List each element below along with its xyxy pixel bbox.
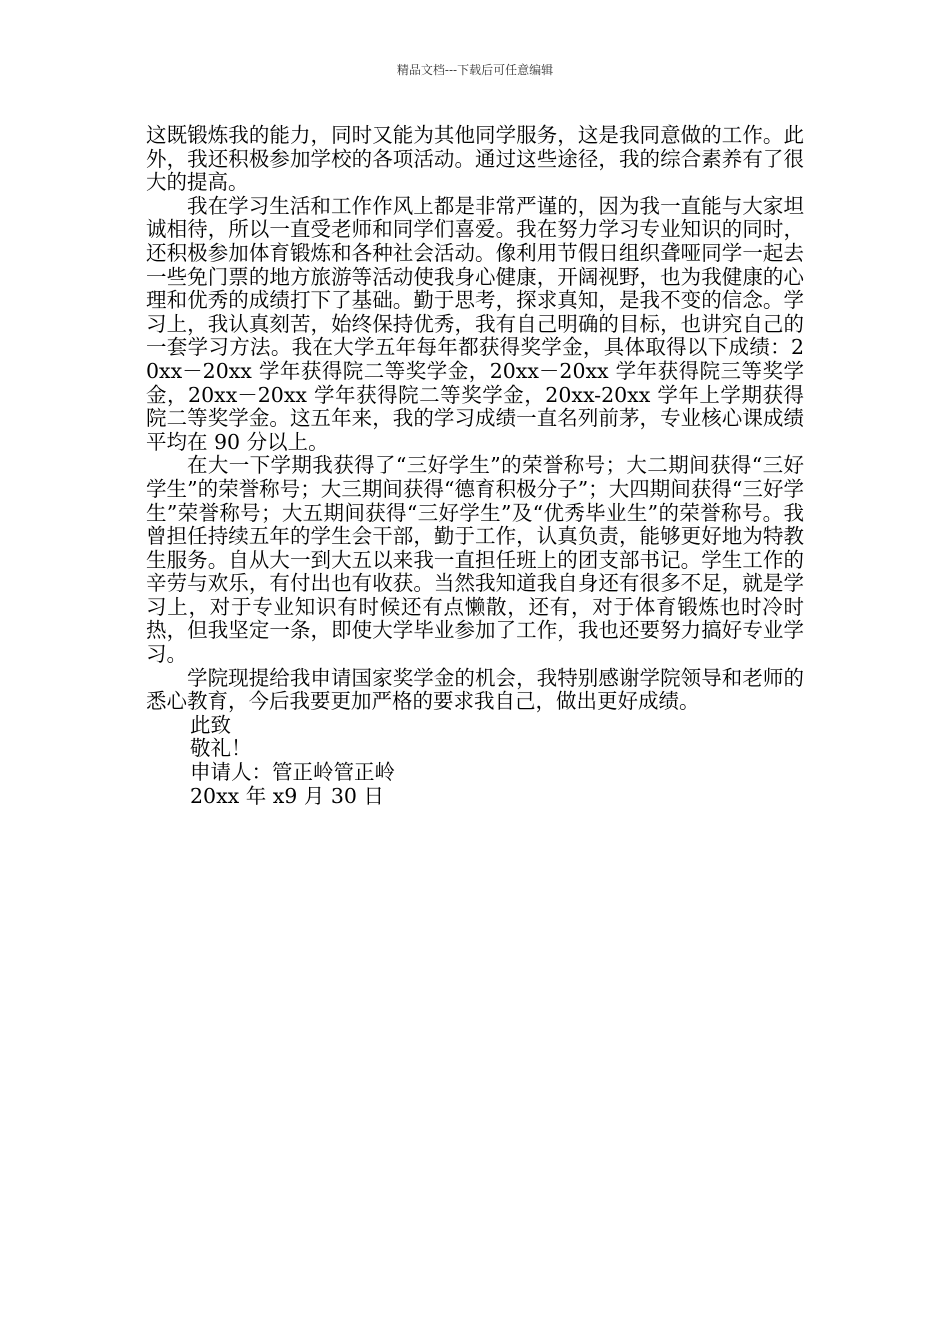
page-header: 精品文档---下载后可任意编辑 — [396, 63, 554, 77]
closing-regards: 敬礼！ — [190, 736, 252, 761]
closing-salutation: 此致 — [190, 712, 231, 737]
letter-date: 20xx 年 x9 月 30 日 — [190, 783, 384, 808]
paragraph-study-life: 我在学习生活和工作作风上都是非常严谨的，因为我一直能与大家坦诚相待，所以一直受老师和同学们喜爱。我在努力学习专业知识的同时，还积极参加体育锻炼和各种社会活动。像利用节假日组织聋哑同学一起去一些免门票的地方旅游等活动使我身心健康，开阔视野，也为我健康的心理和优秀的成绩打下了基础。勤于思考，探求真知，是我不变的信念。学习上，我认真刻苦，始终保持优秀，我有自己明确的目标，也讲究自己的一套学习方法。我在大学五年每年都获得奖学金，具体取得以下成绩：20xx－20xx 学年获得院二等奖学金，20xx－20xx 学年获得院三等奖学金，20xx－20xx 学年获得院二等奖学金，20xx-20xx 学年上学期获得院二等奖学金。这五年来，我的学习成绩一直名列前茅，专业核心课成绩平均在 90 分以上。 — [146, 193, 804, 454]
paragraph-continuation: 这既锻炼我的能力，同时又能为其他同学服务，这是我同意做的工作。此外，我还积极参加学校的各项活动。通过这些途径，我的综合素养有了很大的提高。 — [146, 123, 804, 195]
paragraph-honors: 在大一下学期我获得了“三好学生”的荣誉称号；大二期间获得“三好学生”的荣誉称号；大三期间获得“德育积极分子”；大四期间获得“三好学生”荣誉称号；大五期间获得“三好学生”及“优秀毕业生”的荣誉称号。我曾担任持续五年的学生会干部，勤于工作，认真负责，能够更好地为特教生服务。自从大一到大五以来我一直担任班上的团支部书记。学生工作的辛劳与欢乐，有付出也有收获。当然我知道我自身还有很多不足，就是学习上，对于专业知识有时候还有点懒散，还有，对于体育锻炼也时冷时热，但我坚定一条，即使大学毕业参加了工作，我也还要努力搞好专业学习。 — [146, 453, 804, 667]
paragraph-thanks: 学院现提给我申请国家奖学金的机会，我特别感谢学院领导和老师的悉心教育，今后我要更加严格的要求我自己，做出更好成绩。 — [146, 665, 804, 714]
applicant-signature: 申请人：管正岭管正岭 — [190, 760, 395, 785]
document-body — [146, 124, 804, 808]
